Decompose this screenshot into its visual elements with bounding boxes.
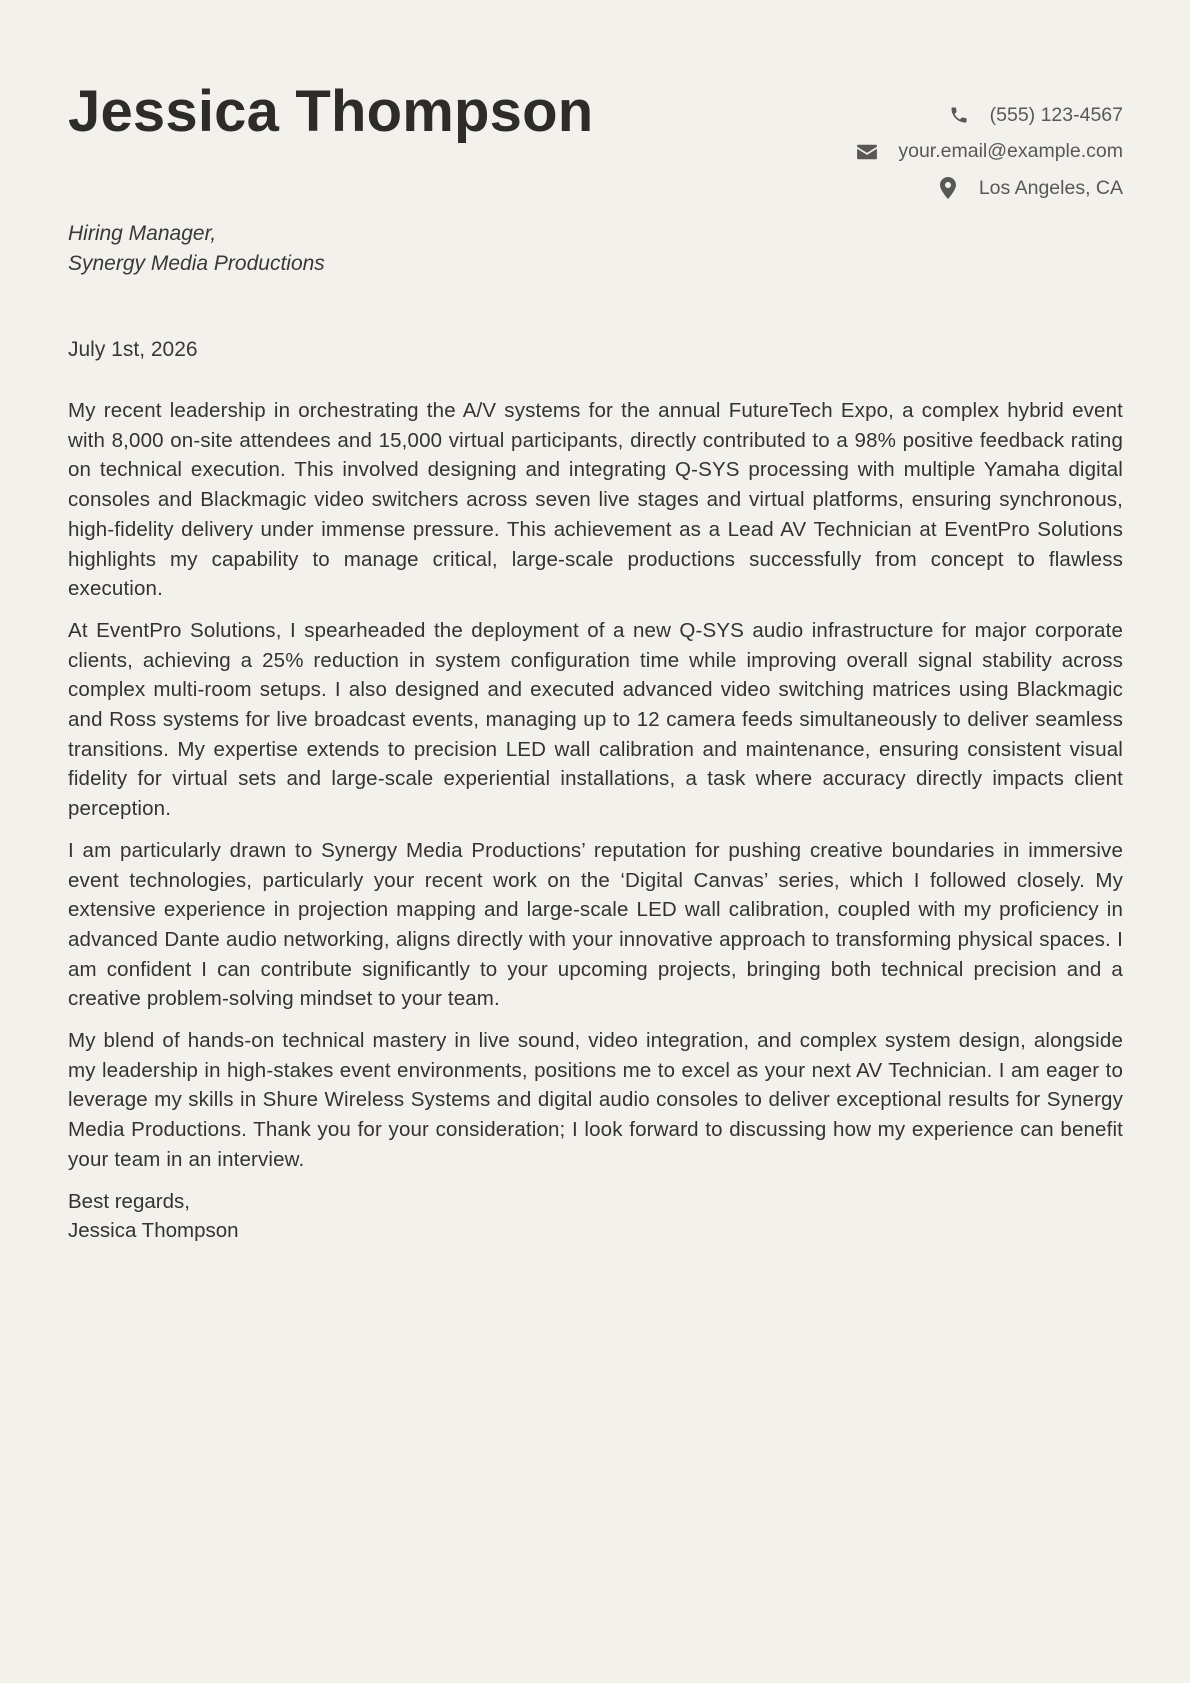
phone-text: (555) 123-4567 [989,103,1123,126]
closing-signature: Jessica Thompson [68,1219,239,1243]
closing-block [68,1187,1123,1246]
body-paragraph: My blend of hands-on technical mastery in live sound, video integration, and complex system design, alongside my leadership in high-stakes event environments, positions me to excel as your next AV Technician. I am eager to leverage my skills in Shure Wireless Systems and digital audio consoles to deliver exceptional results for Synergy Media Productions. Thank you for your consideration; I look forward to discussing how my experience can benefit your team in an interview. [68,1029,1123,1171]
map-pin-icon [937,177,959,199]
phone-icon [948,104,970,126]
body-paragraph: At EventPro Solutions, I spearheaded the deployment of a new Q-SYS audio infrastructure for major corporate clients, achieving a 25% reduction in system configuration time while improving overall signal stability across complex multi-room setups. I also designed and executed advanced video switching matrices using Blackmagic and Ross systems for live broadcast events, managing up to 12 camera feeds simultaneously to deliver seamless transitions. My expertise extends to precision LED wall calibration and maintenance, ensuring consistent visual fidelity for virtual sets and large-scale experiential installations, a task where accuracy directly impacts client perception. [68,618,1123,821]
applicant-name: Jessica Thompson [68,79,594,144]
recipient-title: Hiring Manager, [68,222,217,245]
letter-body [68,396,1123,1246]
location-text: Los Angeles, CA [978,176,1123,199]
contact-location [856,170,1123,207]
recipient-block [68,219,325,279]
body-paragraph: My recent leadership in orchestrating the A/V systems for the annual FutureTech Expo, a complex hybrid event with 8,000 on-site attendees and 15,000 virtual participants, directly contributed to a 98% positive feedback rating on technical execution. This involved designing and integrating Q-SYS processing with multiple Yamaha digital consoles and Blackmagic video switchers across seven live stages and virtual platforms, ensuring synchronous, high-fidelity delivery under immense pressure. This achievement as a Lead AV Technician at EventPro Solutions highlights my capability to manage critical, large-scale productions successfully from concept to flawless execution. [68,399,1123,601]
closing-salutation: Best regards, [68,1189,190,1213]
contact-email [856,134,1123,171]
cover-letter-page [68,0,1123,1683]
recipient-company: Synergy Media Productions [68,252,325,275]
email-text: your.email@example.com [898,140,1123,163]
envelope-icon [856,141,878,163]
contact-info [856,97,1123,207]
letter-header [68,76,1123,206]
body-paragraph: I am particularly drawn to Synergy Media Productions’ reputation for pushing creative boundaries in immersive event technologies, particularly your recent work on the ‘Digital Canvas’ series, which I followed closely. My extensive experience in projection mapping and large-scale LED wall calibration, coupled with my proficiency in advanced Dante audio networking, aligns directly with your innovative approach to transforming physical spaces. I am confident I can contribute significantly to your upcoming projects, bringing both technical precision and a creative problem-solving mindset to your team. [68,838,1123,1011]
letter-date: July 1st, 2026 [68,338,198,361]
contact-phone [856,97,1123,134]
